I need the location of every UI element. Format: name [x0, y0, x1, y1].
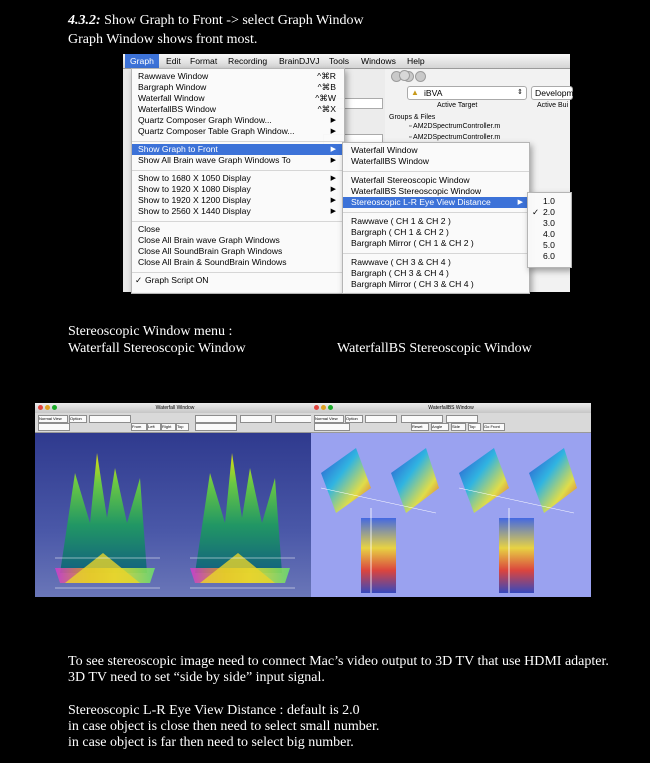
option-button[interactable]: Option: [69, 415, 87, 423]
menu-separator: [343, 253, 529, 254]
submenu-arrow-icon: ▶: [330, 186, 336, 193]
go-front-button[interactable]: Go Front: [483, 423, 505, 431]
menu-item-rawwave-window[interactable]: [132, 71, 344, 82]
note-close-object: in case object is close then need to select small number.: [68, 719, 380, 734]
waterfallbs-stereo-plot: [311, 433, 591, 597]
eye-view-distance-submenu: [527, 192, 572, 268]
submenu-arrow-icon: ▶: [330, 117, 336, 124]
menu-format[interactable]: Format: [190, 56, 218, 66]
submenu-item-eye-view-distance[interactable]: [343, 197, 529, 208]
menu-bar: [123, 54, 570, 69]
file-list-item[interactable]: [409, 134, 500, 141]
submenu-arrow-icon: ▶: [330, 157, 336, 164]
note-side-by-side: 3D TV need to set “side by side” input signal.: [68, 670, 325, 685]
submenu-arrow-icon: ▶: [517, 199, 523, 206]
distance-option-label: 1.0: [543, 196, 555, 206]
menu-item-label: Close All SoundBrain Graph Windows: [138, 246, 283, 256]
zoom-window-icon[interactable]: [52, 405, 57, 410]
checkmark-icon: ✓: [532, 207, 540, 217]
menu-item-label: Rawwave Window: [138, 71, 209, 81]
menu-item-label: Quartz Composer Table Graph Window...: [138, 126, 295, 136]
reset-button[interactable]: Reset: [411, 423, 429, 431]
range-field[interactable]: [38, 423, 70, 431]
waterfallbs-stereo-graphic: [311, 433, 591, 597]
menu-separator: [343, 212, 529, 213]
menu-item-label: Quartz Composer Graph Window...: [138, 115, 272, 125]
submenu-item-label: Stereoscopic L-R Eye View Distance: [351, 197, 491, 207]
minimize-window-icon[interactable]: [45, 405, 50, 410]
menu-item-close-all-soundbrain[interactable]: [132, 246, 344, 257]
submenu-arrow-icon: ▶: [330, 175, 336, 182]
note-hdmi: To see stereoscopic image need to connect Mac’s video output to 3D TV that use HDMI adapter.: [68, 654, 609, 669]
window-title: WaterfallBS Window: [428, 405, 474, 411]
section-heading-line2: Graph Window shows front most.: [68, 32, 258, 47]
submenu-arrow-icon: ▶: [330, 197, 336, 204]
menu-item-label: Waterfall Window: [138, 93, 205, 103]
frequency-field[interactable]: [446, 415, 478, 423]
submenu-item-label: Waterfall Stereoscopic Window: [351, 175, 470, 185]
window-titlebar: [311, 403, 591, 413]
frequency-field[interactable]: [195, 415, 237, 423]
close-window-icon[interactable]: [314, 405, 319, 410]
frequency-field[interactable]: [240, 415, 272, 423]
normal-view-button[interactable]: Normal View: [38, 415, 68, 423]
menu-item-bargraph-window[interactable]: [132, 82, 344, 93]
side-button[interactable]: Side: [451, 423, 466, 431]
project-popup[interactable]: [407, 86, 527, 100]
menu-item-show-graph-to-front[interactable]: [132, 144, 344, 155]
channel-popup[interactable]: [89, 415, 131, 423]
menu-item-quartz-graph[interactable]: [132, 115, 344, 126]
distance-option-3-0[interactable]: [528, 218, 571, 229]
graph-toolbar: [35, 413, 315, 433]
submenu-item-label: Bargraph Mirror ( CH 1 & CH 2 ): [351, 238, 474, 248]
top-button[interactable]: Top: [468, 423, 481, 431]
submenu-item-bargraph-ch34[interactable]: [343, 268, 529, 279]
stereoscopic-menu-caption: Stereoscopic Window menu :: [68, 324, 233, 339]
submenu-item-label: Bargraph ( CH 1 & CH 2 ): [351, 227, 449, 237]
from-button[interactable]: From: [131, 423, 147, 431]
menu-braindjvj[interactable]: BrainDJVJ: [279, 56, 320, 66]
menu-separator: [132, 170, 344, 171]
menu-item-label: Show to 2560 X 1440 Display: [138, 206, 251, 216]
section-heading: [68, 13, 364, 29]
menu-item-shortcut: ^⌘W: [315, 93, 336, 103]
menu-separator: [132, 221, 344, 222]
menu-item-show-2560[interactable]: [132, 206, 344, 217]
menu-item-shortcut: ^⌘R: [317, 71, 336, 81]
menu-separator: [343, 171, 529, 172]
menu-item-label: Close All Brain & SoundBrain Windows: [138, 257, 287, 267]
menu-item-label: WaterfallBS Window: [138, 104, 217, 114]
active-target-label: Active Target: [437, 102, 478, 109]
groups-files-label: Groups & Files: [389, 114, 436, 121]
menu-item-waterfallbs-window[interactable]: [132, 104, 344, 115]
distance-option-label: 3.0: [543, 218, 555, 228]
menu-separator: [132, 272, 344, 273]
submenu-item-label: WaterfallBS Window: [351, 156, 430, 166]
note-eye-distance-default: Stereoscopic L-R Eye View Distance : default is 2.0: [68, 703, 360, 718]
distance-option-1-0[interactable]: [528, 196, 571, 207]
menu-item-show-1680[interactable]: [132, 173, 344, 184]
submenu-item-waterfall-stereoscopic[interactable]: [343, 175, 529, 186]
file-list-item[interactable]: [409, 123, 500, 130]
menu-windows[interactable]: Windows: [361, 56, 396, 66]
menu-item-label: Close All Brain wave Graph Windows: [138, 235, 280, 245]
menu-item-shortcut: ^⌘X: [317, 104, 336, 114]
submenu-item-waterfall-window[interactable]: [343, 145, 529, 156]
distance-option-5-0[interactable]: [528, 240, 571, 251]
waterfall-stereo-graphic: [35, 433, 315, 597]
menu-separator: [132, 141, 344, 142]
minimize-window-icon[interactable]: [321, 405, 326, 410]
target-popup-value: Developme: [535, 88, 579, 98]
top-button[interactable]: Top: [176, 423, 189, 431]
submenu-item-bargraph-mirror-ch34[interactable]: [343, 279, 529, 290]
menu-graph[interactable]: Graph: [125, 54, 159, 68]
submenu-item-label: Bargraph ( CH 3 & CH 4 ): [351, 268, 449, 278]
normal-view-button[interactable]: Normal View: [314, 415, 344, 423]
menu-recording[interactable]: Recording: [228, 56, 268, 66]
waterfallbs-stereoscopic-window: [311, 403, 591, 597]
left-button[interactable]: Left: [147, 423, 161, 431]
submenu-item-bargraph-mirror-ch12[interactable]: [343, 238, 529, 249]
zoom-window-icon[interactable]: [415, 71, 426, 82]
show-graph-to-front-submenu: [342, 142, 530, 294]
angle-button[interactable]: Angle: [431, 423, 449, 431]
distance-option-2-0[interactable]: [528, 207, 571, 218]
menu-help[interactable]: Help: [407, 56, 425, 66]
menu-item-label: Bargraph Window: [138, 82, 207, 92]
zoom-window-icon[interactable]: [328, 405, 333, 410]
option-button[interactable]: Option: [345, 415, 363, 423]
project-name: iBVA: [424, 88, 443, 98]
menu-item-graph-script-on[interactable]: [132, 275, 344, 286]
popup-arrows-icon: ⇕: [517, 89, 523, 96]
submenu-item-label: Bargraph Mirror ( CH 3 & CH 4 ): [351, 279, 474, 289]
menu-tools[interactable]: Tools: [329, 56, 350, 66]
menu-edit[interactable]: Edit: [166, 56, 181, 66]
target-popup[interactable]: [531, 86, 579, 100]
section-heading-text: Show Graph to Front -> select Graph Window: [100, 13, 364, 28]
file-icon: ▫: [409, 134, 412, 141]
close-window-icon[interactable]: [399, 70, 410, 81]
section-number: 4.3.2:: [68, 13, 101, 28]
menu-item-label: Close: [138, 224, 160, 234]
menu-item-close[interactable]: [132, 224, 344, 235]
submenu-item-rawwave-ch34[interactable]: [343, 257, 529, 268]
active-build-label: Active Bui: [537, 102, 569, 109]
right-button[interactable]: Right: [161, 423, 176, 431]
window-titlebar: [35, 403, 315, 413]
project-icon: ▲: [411, 88, 419, 97]
submenu-item-bargraph-ch12[interactable]: [343, 227, 529, 238]
distance-option-label: 6.0: [543, 251, 555, 261]
menu-item-close-all-brain-wave[interactable]: [132, 235, 344, 246]
submenu-item-label: Rawwave ( CH 1 & CH 2 ): [351, 216, 451, 226]
waterfall-stereoscopic-window: [35, 403, 315, 597]
submenu-item-rawwave-ch12[interactable]: [343, 216, 529, 227]
waterfall-stereo-plot: [35, 433, 315, 597]
submenu-item-label: Waterfall Window: [351, 145, 418, 155]
frequency-field[interactable]: [401, 415, 443, 423]
submenu-item-label: WaterfallBS Stereoscopic Window: [351, 186, 482, 196]
checkmark-icon: ✓: [135, 275, 143, 285]
menu-item-quartz-table-graph[interactable]: [132, 126, 344, 137]
submenu-item-waterfallbs-stereoscopic[interactable]: [343, 186, 529, 197]
menu-item-label: Graph Script ON: [145, 275, 209, 285]
menu-item-show-1920x1080[interactable]: [132, 184, 344, 195]
menu-item-close-all-brain-soundbrain[interactable]: [132, 257, 344, 268]
distance-option-label: 4.0: [543, 229, 555, 239]
note-far-object: in case object is far then need to select big number.: [68, 735, 354, 750]
close-window-icon[interactable]: [38, 405, 43, 410]
file-name: AM2DSpectrumController.m: [413, 134, 501, 141]
menu-item-label: Show to 1920 X 1080 Display: [138, 184, 251, 194]
frequency-field[interactable]: [195, 423, 237, 431]
menu-item-shortcut: ^⌘B: [317, 82, 336, 92]
menu-item-waterfall-window[interactable]: [132, 93, 344, 104]
menu-item-label: Show Graph to Front: [138, 144, 218, 154]
distance-option-label: 2.0: [543, 207, 555, 217]
waterfallbs-stereoscopic-caption: WaterfallBS Stereoscopic Window: [337, 341, 532, 356]
menu-item-label: Show to 1920 X 1200 Display: [138, 195, 251, 205]
window-title: Waterfall Window: [155, 405, 195, 411]
menu-item-show-all-brain-wave[interactable]: [132, 155, 344, 166]
submenu-arrow-icon: ▶: [330, 146, 336, 153]
distance-option-4-0[interactable]: [528, 229, 571, 240]
range-field[interactable]: [365, 415, 397, 423]
menu-item-label: Show All Brain wave Graph Windows To: [138, 155, 291, 165]
distance-option-6-0[interactable]: [528, 251, 571, 262]
waterfall-stereoscopic-caption: Waterfall Stereoscopic Window: [68, 341, 246, 356]
menu-item-show-1920x1200[interactable]: [132, 195, 344, 206]
channel-popup[interactable]: [314, 423, 350, 431]
graph-toolbar: [311, 413, 591, 433]
file-icon: ▫: [409, 123, 412, 130]
submenu-item-waterfallbs-window[interactable]: [343, 156, 529, 167]
submenu-item-label: Rawwave ( CH 3 & CH 4 ): [351, 257, 451, 267]
frequency-field[interactable]: [275, 415, 312, 423]
menu-item-label: Show to 1680 X 1050 Display: [138, 173, 251, 183]
file-name: AM2DSpectrumController.m: [413, 123, 501, 130]
graph-dropdown-menu: [131, 68, 345, 294]
distance-option-label: 5.0: [543, 240, 555, 250]
submenu-arrow-icon: ▶: [330, 128, 336, 135]
submenu-arrow-icon: ▶: [330, 208, 336, 215]
graph-menu-screenshot: [123, 54, 579, 292]
